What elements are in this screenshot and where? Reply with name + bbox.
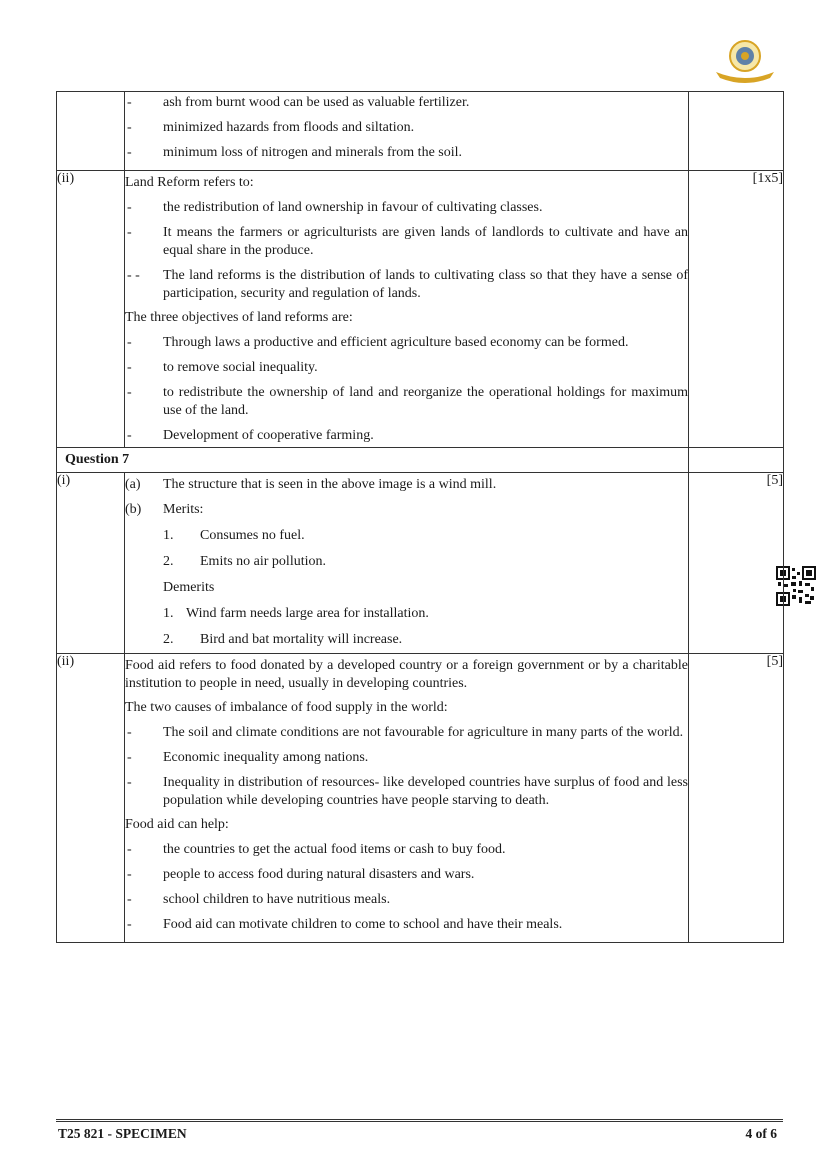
bullet-dash: - [127, 725, 132, 740]
list-item: minimum loss of nitrogen and minerals from the soil. [163, 145, 463, 160]
list-item: Inequality in distribution of resources- like developed countries have surplus of food and less population while developing countries have people starving to death. [163, 775, 688, 808]
page-number: 4 of 6 [745, 1126, 777, 1141]
item-number: 2. [163, 554, 174, 569]
answer-text: Demerits [163, 580, 215, 595]
bullet-dash: - [127, 775, 132, 790]
table-row [57, 473, 784, 654]
sub-label: (b) [125, 502, 142, 517]
answer-table [56, 91, 784, 943]
table-row [57, 171, 784, 448]
bullet-dash: - [127, 335, 132, 350]
item-number: 2. [163, 632, 174, 647]
list-item: Bird and bat mortality will increase. [200, 632, 403, 647]
list-item: to redistribute the ownership of land and reorganize the operational holdings for maximum use of the land. [163, 385, 688, 418]
list-item: The soil and climate conditions are not favourable for agriculture in many parts of the world. [163, 725, 684, 740]
answer-text: The three objectives of land reforms are: [125, 310, 353, 325]
list-item: ash from burnt wood can be used as valuable fertilizer. [163, 95, 470, 110]
sub-label: (a) [125, 477, 141, 492]
answer-text: The structure that is seen in the above image is a wind mill. [163, 477, 497, 492]
answer-cell [125, 654, 689, 943]
list-item: Consumes no fuel. [200, 528, 305, 543]
answer-text: Land Reform refers to: [125, 175, 254, 190]
item-number: 1. [163, 528, 174, 543]
list-item: to remove social inequality. [163, 360, 318, 375]
list-item: Emits no air pollution. [200, 554, 326, 569]
answer-text: Food aid refers to food donated by a developed country or a foreign government or by a charitable institution to people in need, usually in developing countries. [125, 658, 688, 691]
answer-cell [125, 92, 689, 171]
list-item: people to access food during natural disasters and wars. [163, 867, 475, 882]
footer-divider [56, 1119, 783, 1122]
question-heading: Question 7 [57, 448, 689, 473]
bullet-dash: - [127, 95, 132, 110]
question-number: (ii) [57, 654, 125, 943]
list-item: school children to have nutritious meals. [163, 892, 391, 907]
marks-cell [689, 92, 784, 171]
answer-text: The two causes of imbalance of food supply in the world: [125, 700, 448, 715]
marks: [5] [689, 654, 784, 943]
answer-cell [125, 171, 689, 448]
bullet-dash: - [127, 145, 132, 160]
question-number: (i) [57, 473, 125, 654]
answer-text: Food aid can help: [125, 817, 229, 832]
bullet-dash: - [127, 200, 132, 215]
marks: [1x5] [689, 171, 784, 448]
bullet-dash: - [127, 867, 132, 882]
answer-cell [125, 473, 689, 654]
board-logo-icon [712, 38, 778, 84]
list-item: Development of cooperative farming. [163, 428, 374, 443]
paper-code: T25 821 - SPECIMEN [58, 1126, 187, 1141]
table-row [57, 92, 784, 171]
bullet-dash: - - [127, 268, 140, 283]
list-item: minimized hazards from floods and siltation. [163, 120, 415, 135]
list-item: Through laws a productive and efficient agriculture based economy can be formed. [163, 335, 629, 350]
list-item: It means the farmers or agriculturists are given lands of landlords to cultivate and have an equal share in the produce. [163, 225, 688, 258]
bullet-dash: - [127, 120, 132, 135]
list-item: Wind farm needs large area for installation. [186, 606, 429, 621]
bullet-dash: - [127, 225, 132, 240]
bullet-dash: - [127, 842, 132, 857]
answer-text: Merits: [163, 502, 204, 517]
table-row [57, 654, 784, 943]
question-number-cell [57, 92, 125, 171]
bullet-dash: - [127, 360, 132, 375]
list-item: The land reforms is the distribution of lands to cultivating class so that they have a sense of participation, security and regulation of lands. [163, 268, 688, 301]
list-item: Economic inequality among nations. [163, 750, 369, 765]
list-item: the countries to get the actual food items or cash to buy food. [163, 842, 506, 857]
table-row [57, 448, 784, 473]
list-item: Food aid can motivate children to come to school and have their meals. [163, 917, 563, 932]
question-number: (ii) [57, 171, 125, 448]
bullet-dash: - [127, 385, 132, 400]
bullet-dash: - [127, 750, 132, 765]
bullet-dash: - [127, 892, 132, 907]
marks: [5] [689, 473, 784, 654]
bullet-dash: - [127, 917, 132, 932]
list-item: the redistribution of land ownership in favour of cultivating classes. [163, 200, 543, 215]
item-number: 1. [163, 606, 174, 621]
bullet-dash: - [127, 428, 132, 443]
marks-cell [689, 448, 784, 473]
